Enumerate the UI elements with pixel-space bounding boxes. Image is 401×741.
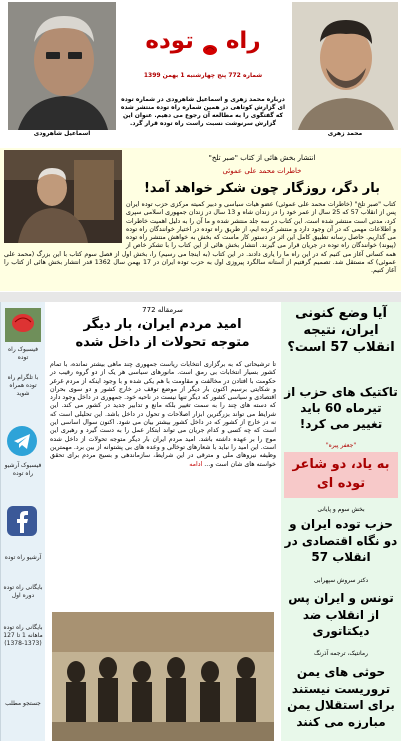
issue-line: شماره 772 پنج‌ چهارشنبه 1 بهمن 1399 bbox=[143, 72, 263, 79]
telegram-icon[interactable] bbox=[7, 426, 37, 456]
right-link-tunisia-iran[interactable]: تونس و ایران پس از انقلاب ضد دیکتاتوری bbox=[288, 591, 394, 639]
right-sidebar bbox=[281, 302, 401, 741]
feature-headline[interactable]: بار دگر، روزگار چون شکر خواهد آمد! bbox=[143, 181, 381, 196]
editorial-body bbox=[50, 361, 276, 469]
editorial-body-text: تا ترشیحاتی که به برگزاری انتخابات ریاست جمهوری چند ماهی بیشتر نمانده، با تمام کشور بسیار انتخابات بی رمق است. مانورهای سیاسی هر یک از دو گروه رقیب در حکومت با افتادن در مخالفت و مقاومت با هم یکی شده و با وجود اینکه از مردم غرغر و شکایتی برسیم اکنون بار دیگر از موضع توقف در خارج کشور و دو سوی بحران اقتصادی و سیاسی کشور که دیگر تنها نیست در ناحیه خود. جمهوری در داخل وجود دارد که دسته های چند را به سمت تغییر بلکه مانع و تدابیر جدید در کشور می کند. این شرایط می تواند بزرگترین ابزار اصلاحات و تحول در داخل باشد. این تحلیلی است که نه در خارج از کشور که در داخل کشور بیشتر بیان می شود. اکنون سوال اساسی این است که چه کسی و کدام جریان می تواند ابتکار عمل را به دست گیرد و رهبری این موج را بر عهده داشته باشد. امید مردم ایران بار دیگر متوجه تحولات از داخل شده است. این امید را نباید با شعارهای توخالی و وعده های بی پشتوانه از بین برد. مهمترین وظیفه نیروهای ملی و مترقی در این شرایط، سازماندهی و بسیج مردم برای تحقق خواسته های شان است و... bbox=[50, 361, 276, 468]
photo-wrap-spacer bbox=[4, 201, 126, 245]
right-link-tunisia-author: رمانتیک، ترجمه آذرنگ bbox=[313, 650, 368, 657]
photo-caption-left: اسماعیل شاهرودی bbox=[8, 130, 116, 139]
facebook-icon[interactable] bbox=[7, 506, 37, 536]
portrait-shahroudi-photo bbox=[8, 2, 116, 130]
masthead-title-tudeh: توده bbox=[145, 28, 194, 54]
header-intro-text: درباره محمد زهری و اسماعیل شاهرودی در شماره توده ای گزارش کوتاهی در همین شماره راه توده منتشر شده که گفتگوی را به مطالعه آن رجوع می دهیم. عنوان این گزارش سرنوشت نسبت راست راه توده قرار گرد. bbox=[120, 96, 286, 128]
rose-icon bbox=[202, 36, 218, 48]
right-link-party-tactics-author: "جعفر پیره" bbox=[325, 442, 357, 449]
read-more-link[interactable]: ادامه bbox=[189, 460, 203, 468]
right-link-yemen-houthis[interactable]: حوثی های یمن تروریست نیستند برای استقلال یمن مبارزه می کنند bbox=[287, 665, 395, 729]
editorial-kicker: سرمقاله 772 bbox=[142, 306, 183, 314]
feature-body-text: کتاب "صبر تلخ" (خاطرات محمد علی عموئی) عضو هیات سیاسی و دبیر کمیته مرکزی حزب توده ایران پس از انقلاب 57 که 25 سال از عمر خود را در زندان شاه و 13 سال در زندان جمهوری اسلامی سپری کرد، مدتی است منتشر شده است. این کتاب در سه جلد منتشر شده و ما آن را به دلیل اهمیت خاطرات و اطلاعات مهمی که در آن وجود دارد و منتشر کرده ایم، از طریق راه توده در اختیار خوانندگان راه توده می گذاریم. حاصل رسانه تطبیق کامل این اثر در دستور کار ماست که بخش به خواهش منتشر راه توده (پیوند) خوانندگان راه توده در جریان قرار می گیرند. انتشار بخش هائی از این کتاب را با تشکر خاص از همه کسانی آغاز می کنیم که در این راه ما را یاری دادند. در این کتاب (به اینجا می رسیم) را، بخش اول از فصل سوم کتاب با این بزرگ (محمد علی عموئی) که مستقل شد. تصمیم گرفتیم از آستانه سالگرد پیروزی اول به حزب توده ایران در 17 بهمن سال 1362 قدر انتشار بخش هائی از کتاب را آغاز کنیم. bbox=[4, 201, 396, 275]
rose-flower-icon[interactable] bbox=[5, 308, 41, 342]
left-sidebar bbox=[0, 302, 45, 741]
right-link-economy-kicker: بخش سوم و پایانی bbox=[317, 506, 365, 513]
sidebar-item-facebook-rahtudeh[interactable]: فیسبوک راه توده bbox=[8, 346, 38, 362]
sidebar-item-facebook-archive[interactable]: فیسبوک آرشیو راه توده bbox=[4, 462, 42, 478]
editorial-headline-line2: متوجه تحولات از داخل شده bbox=[75, 334, 250, 350]
right-link-two-poets[interactable]: به یاد، دو شاعر توده ای bbox=[284, 452, 398, 498]
right-link-revolution-question[interactable]: آیا وضع کنونی ایران، نتیجه انقلاب 57 است؟ bbox=[287, 306, 395, 355]
right-link-economy-views[interactable]: حزب توده ایران و دو نگاه اقتصادی در انقلاب 57 bbox=[284, 517, 398, 565]
editorial-headline[interactable] bbox=[46, 316, 279, 351]
historic-group-photo bbox=[52, 612, 274, 741]
portrait-zohari-photo bbox=[292, 2, 398, 130]
section-separator bbox=[0, 292, 401, 302]
feature-kicker: انتشار بخش هائی از کتاب "صبر تلخ" bbox=[208, 154, 316, 162]
sidebar-item-archive[interactable]: آرشیو راه توده bbox=[4, 554, 42, 561]
photo-caption-right: محمد زهری bbox=[292, 130, 398, 139]
right-link-party-tactics[interactable]: تاکتیک های حزب از تیرماه 60 باید تغییر می کرد! bbox=[284, 385, 398, 432]
sidebar-item-telegram-join[interactable]: با تلگرام راه توده همراه شوید bbox=[7, 374, 39, 398]
masthead-title[interactable] bbox=[118, 28, 288, 54]
sidebar-item-search[interactable]: جستجو مطلب bbox=[5, 700, 41, 707]
sidebar-item-archive-monthly[interactable]: بایگانی راه توده ماهانه 1 تا 127 (1373-1378) bbox=[3, 624, 43, 648]
feature-subtitle: خاطرات محمد علی عموئی bbox=[222, 167, 302, 175]
sidebar-item-archive-period-one[interactable]: بایگانی راه توده دوره اول bbox=[3, 584, 43, 600]
feature-body bbox=[4, 201, 396, 276]
right-link-economy-author: دکتر سروش سپهرابی bbox=[313, 577, 369, 584]
editorial-headline-line1: امید مردم ایران، بار دیگر bbox=[83, 317, 242, 332]
masthead-title-rah: راه bbox=[225, 28, 261, 54]
